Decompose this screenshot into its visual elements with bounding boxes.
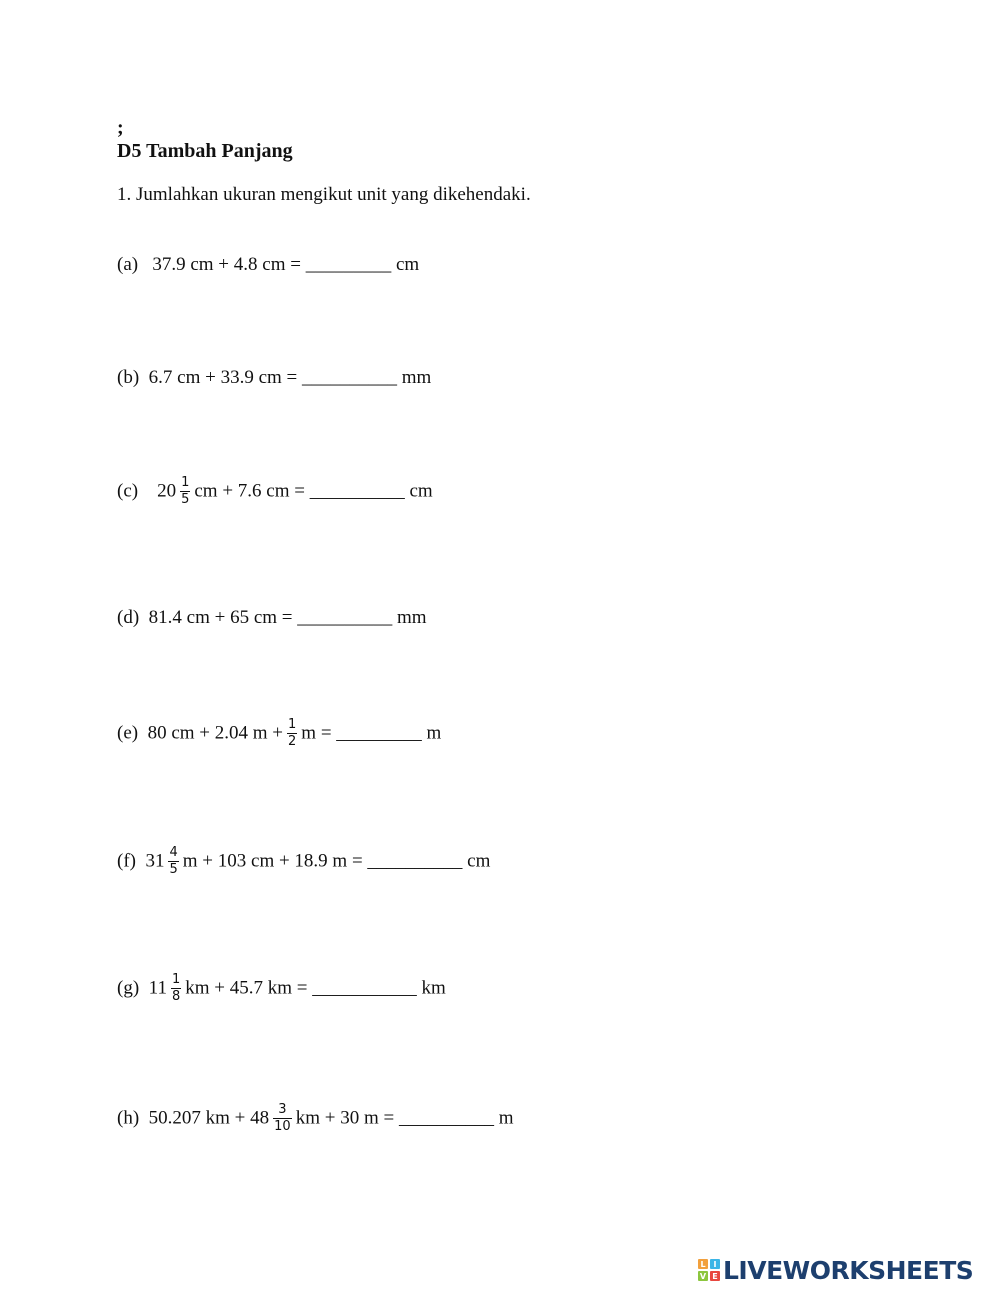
fraction <box>287 718 297 748</box>
question-label: (c) <box>117 480 139 502</box>
question-label: (e) <box>117 722 139 744</box>
question-whole: 31 <box>145 850 165 872</box>
question-text: 80 cm + 2.04 m + <box>147 722 284 744</box>
fraction-numerator: 1 <box>288 717 297 732</box>
question-whole: 50.207 km + 48 <box>148 1107 270 1129</box>
question-e <box>117 718 441 748</box>
fraction-numerator: 4 <box>169 845 178 860</box>
logo-text: LIVEWORKSHEETS <box>723 1255 974 1285</box>
question-text: km + 30 m = __________ m <box>295 1107 514 1129</box>
question-h <box>117 1103 513 1133</box>
question-whole: 11 <box>148 977 167 999</box>
question-label: (h) <box>117 1107 140 1129</box>
fraction-numerator: 3 <box>278 1102 287 1117</box>
question-text: 81.4 cm + 65 cm = __________ mm <box>148 607 427 629</box>
question-c <box>117 476 433 506</box>
fraction-denominator: 2 <box>288 733 297 749</box>
question-label: (a) <box>117 254 139 276</box>
question-label: (b) <box>117 367 140 389</box>
question-g <box>117 973 446 1003</box>
question-label: (g) <box>117 977 140 999</box>
question-label: (d) <box>117 607 140 629</box>
question-text: 6.7 cm + 33.9 cm = __________ mm <box>148 367 432 389</box>
fraction-numerator: 1 <box>171 972 181 987</box>
fraction <box>180 476 190 506</box>
question-text: m + 103 cm + 18.9 m = __________ cm <box>182 850 491 872</box>
question-label: (f) <box>117 850 136 872</box>
logo-letter: L <box>698 1259 708 1269</box>
question-f <box>117 846 490 876</box>
question-a <box>117 254 419 274</box>
fraction <box>168 846 178 876</box>
stray-semicolon: ; <box>117 117 124 139</box>
logo-letter: I <box>710 1259 720 1269</box>
fraction-denominator: 5 <box>181 491 190 507</box>
fraction-numerator: 1 <box>181 475 190 490</box>
question-b <box>117 367 431 387</box>
instruction-text: 1. Jumlahkan ukuran mengikut unit yang dikehendaki. <box>117 184 531 205</box>
fraction-denominator: 8 <box>171 988 181 1004</box>
fraction <box>171 973 181 1003</box>
fraction-denominator: 5 <box>169 861 178 877</box>
page-title: D5 Tambah Panjang <box>117 140 293 162</box>
fraction <box>273 1103 292 1133</box>
question-text: 37.9 cm + 4.8 cm = _________ cm <box>152 254 420 276</box>
logo-icon <box>698 1259 720 1281</box>
logo-letter: E <box>710 1271 720 1281</box>
question-text: cm + 7.6 cm = __________ cm <box>194 480 433 502</box>
liveworksheets-logo <box>698 1255 973 1285</box>
question-text: km + 45.7 km = ___________ km <box>185 977 446 999</box>
question-text: m = _________ m <box>301 722 442 744</box>
fraction-denominator: 10 <box>274 1118 291 1134</box>
question-d <box>117 607 427 627</box>
question-whole: 20 <box>157 480 177 502</box>
logo-letter: V <box>699 1271 707 1281</box>
